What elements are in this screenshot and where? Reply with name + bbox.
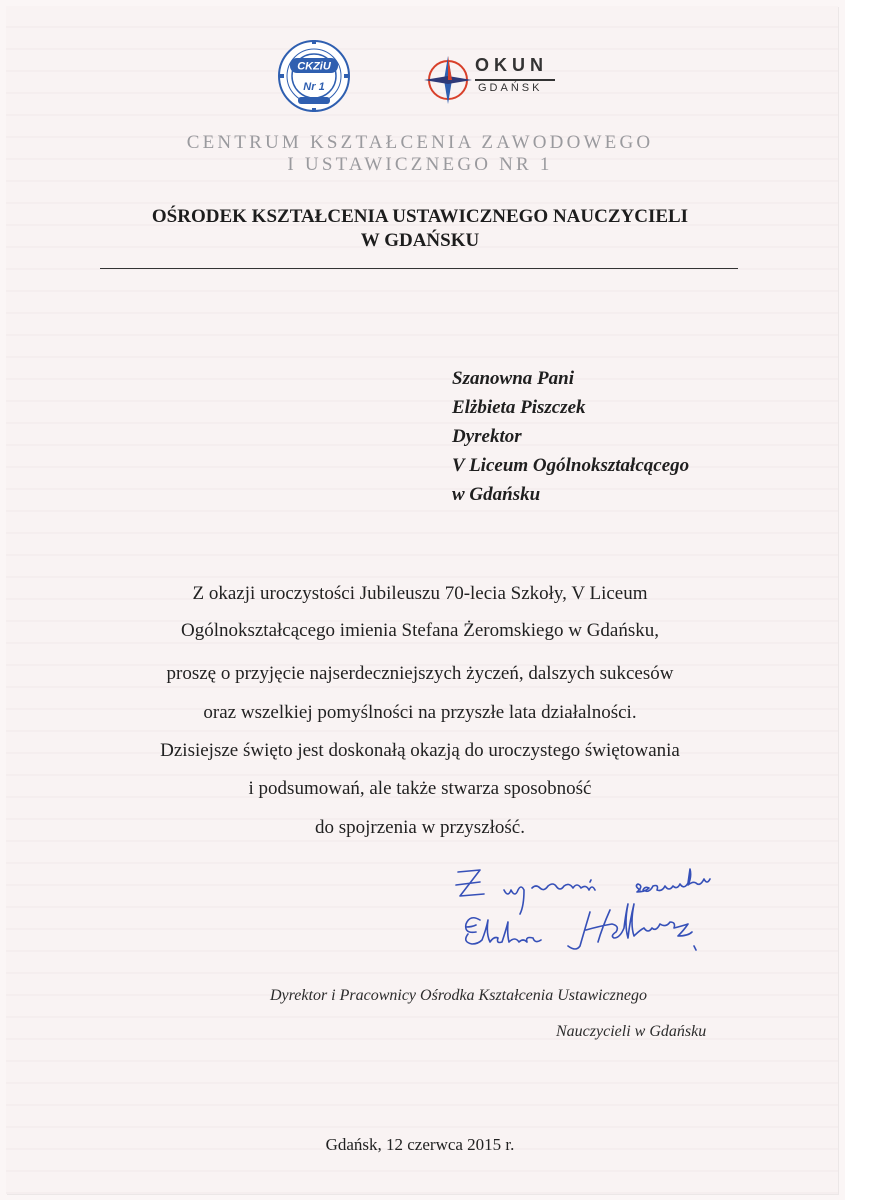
addressee-line: Elżbieta Piszczek bbox=[452, 397, 586, 418]
okun-logo-name: OKUN bbox=[475, 55, 548, 75]
body-line: i podsumowań, ale także stwarza sposobność bbox=[248, 778, 592, 799]
addressee-line: V Liceum Ogólnokształcącego bbox=[452, 455, 690, 476]
addressee-line: Dyrektor bbox=[452, 426, 522, 447]
body-line: oraz wszelkiej pomyślności na przyszłe lata działalności. bbox=[203, 702, 637, 723]
body-line: Dzisiejsze święto jest doskonałą okazją do uroczystego świętowania bbox=[160, 740, 680, 761]
letterhead-title-line-1: OŚRODEK KSZTAŁCENIA USTAWICZNEGO NAUCZYCIELI bbox=[151, 206, 689, 227]
sender-line-1: Dyrektor i Pracownicy Ośrodka Kształcenia Ustawicznego bbox=[270, 987, 647, 1004]
svg-text:CKZiU: CKZiU bbox=[297, 60, 331, 73]
okun-logo-city: GDAŃSK bbox=[478, 82, 543, 94]
addressee-line: Szanowna Pani bbox=[452, 368, 574, 389]
letterhead-title-line-2: W GDAŃSKU bbox=[360, 230, 480, 251]
scan-margin bbox=[845, 0, 873, 1200]
letter-date: Gdańsk, 12 czerwca 2015 r. bbox=[325, 1135, 515, 1154]
sender-line-2: Nauczycieli w Gdańsku bbox=[556, 1023, 707, 1040]
svg-text:Nr 1: Nr 1 bbox=[303, 81, 325, 93]
okun-logo-rule bbox=[475, 79, 555, 81]
addressee-line: w Gdańsku bbox=[452, 484, 541, 505]
institution-line-1: CENTRUM KSZTAŁCENIA ZAWODOWEGO bbox=[186, 132, 654, 153]
body-line: do spojrzenia w przyszłość. bbox=[315, 817, 525, 838]
body-line: Z okazji uroczystości Jubileuszu 70-lecia Szkoły, V Liceum bbox=[192, 583, 648, 604]
letterhead-divider bbox=[100, 268, 738, 269]
handwritten-signature bbox=[440, 860, 800, 990]
body-line: proszę o przyjęcie najserdeczniejszych życzeń, dalszych sukcesów bbox=[166, 663, 674, 684]
body-line: Ogólnokształcącego imienia Stefana Żeromskiego w Gdańsku, bbox=[180, 620, 660, 641]
ckziu-logo bbox=[276, 38, 352, 114]
institution-line-2: I USTAWICZNEGO NR 1 bbox=[287, 154, 553, 175]
